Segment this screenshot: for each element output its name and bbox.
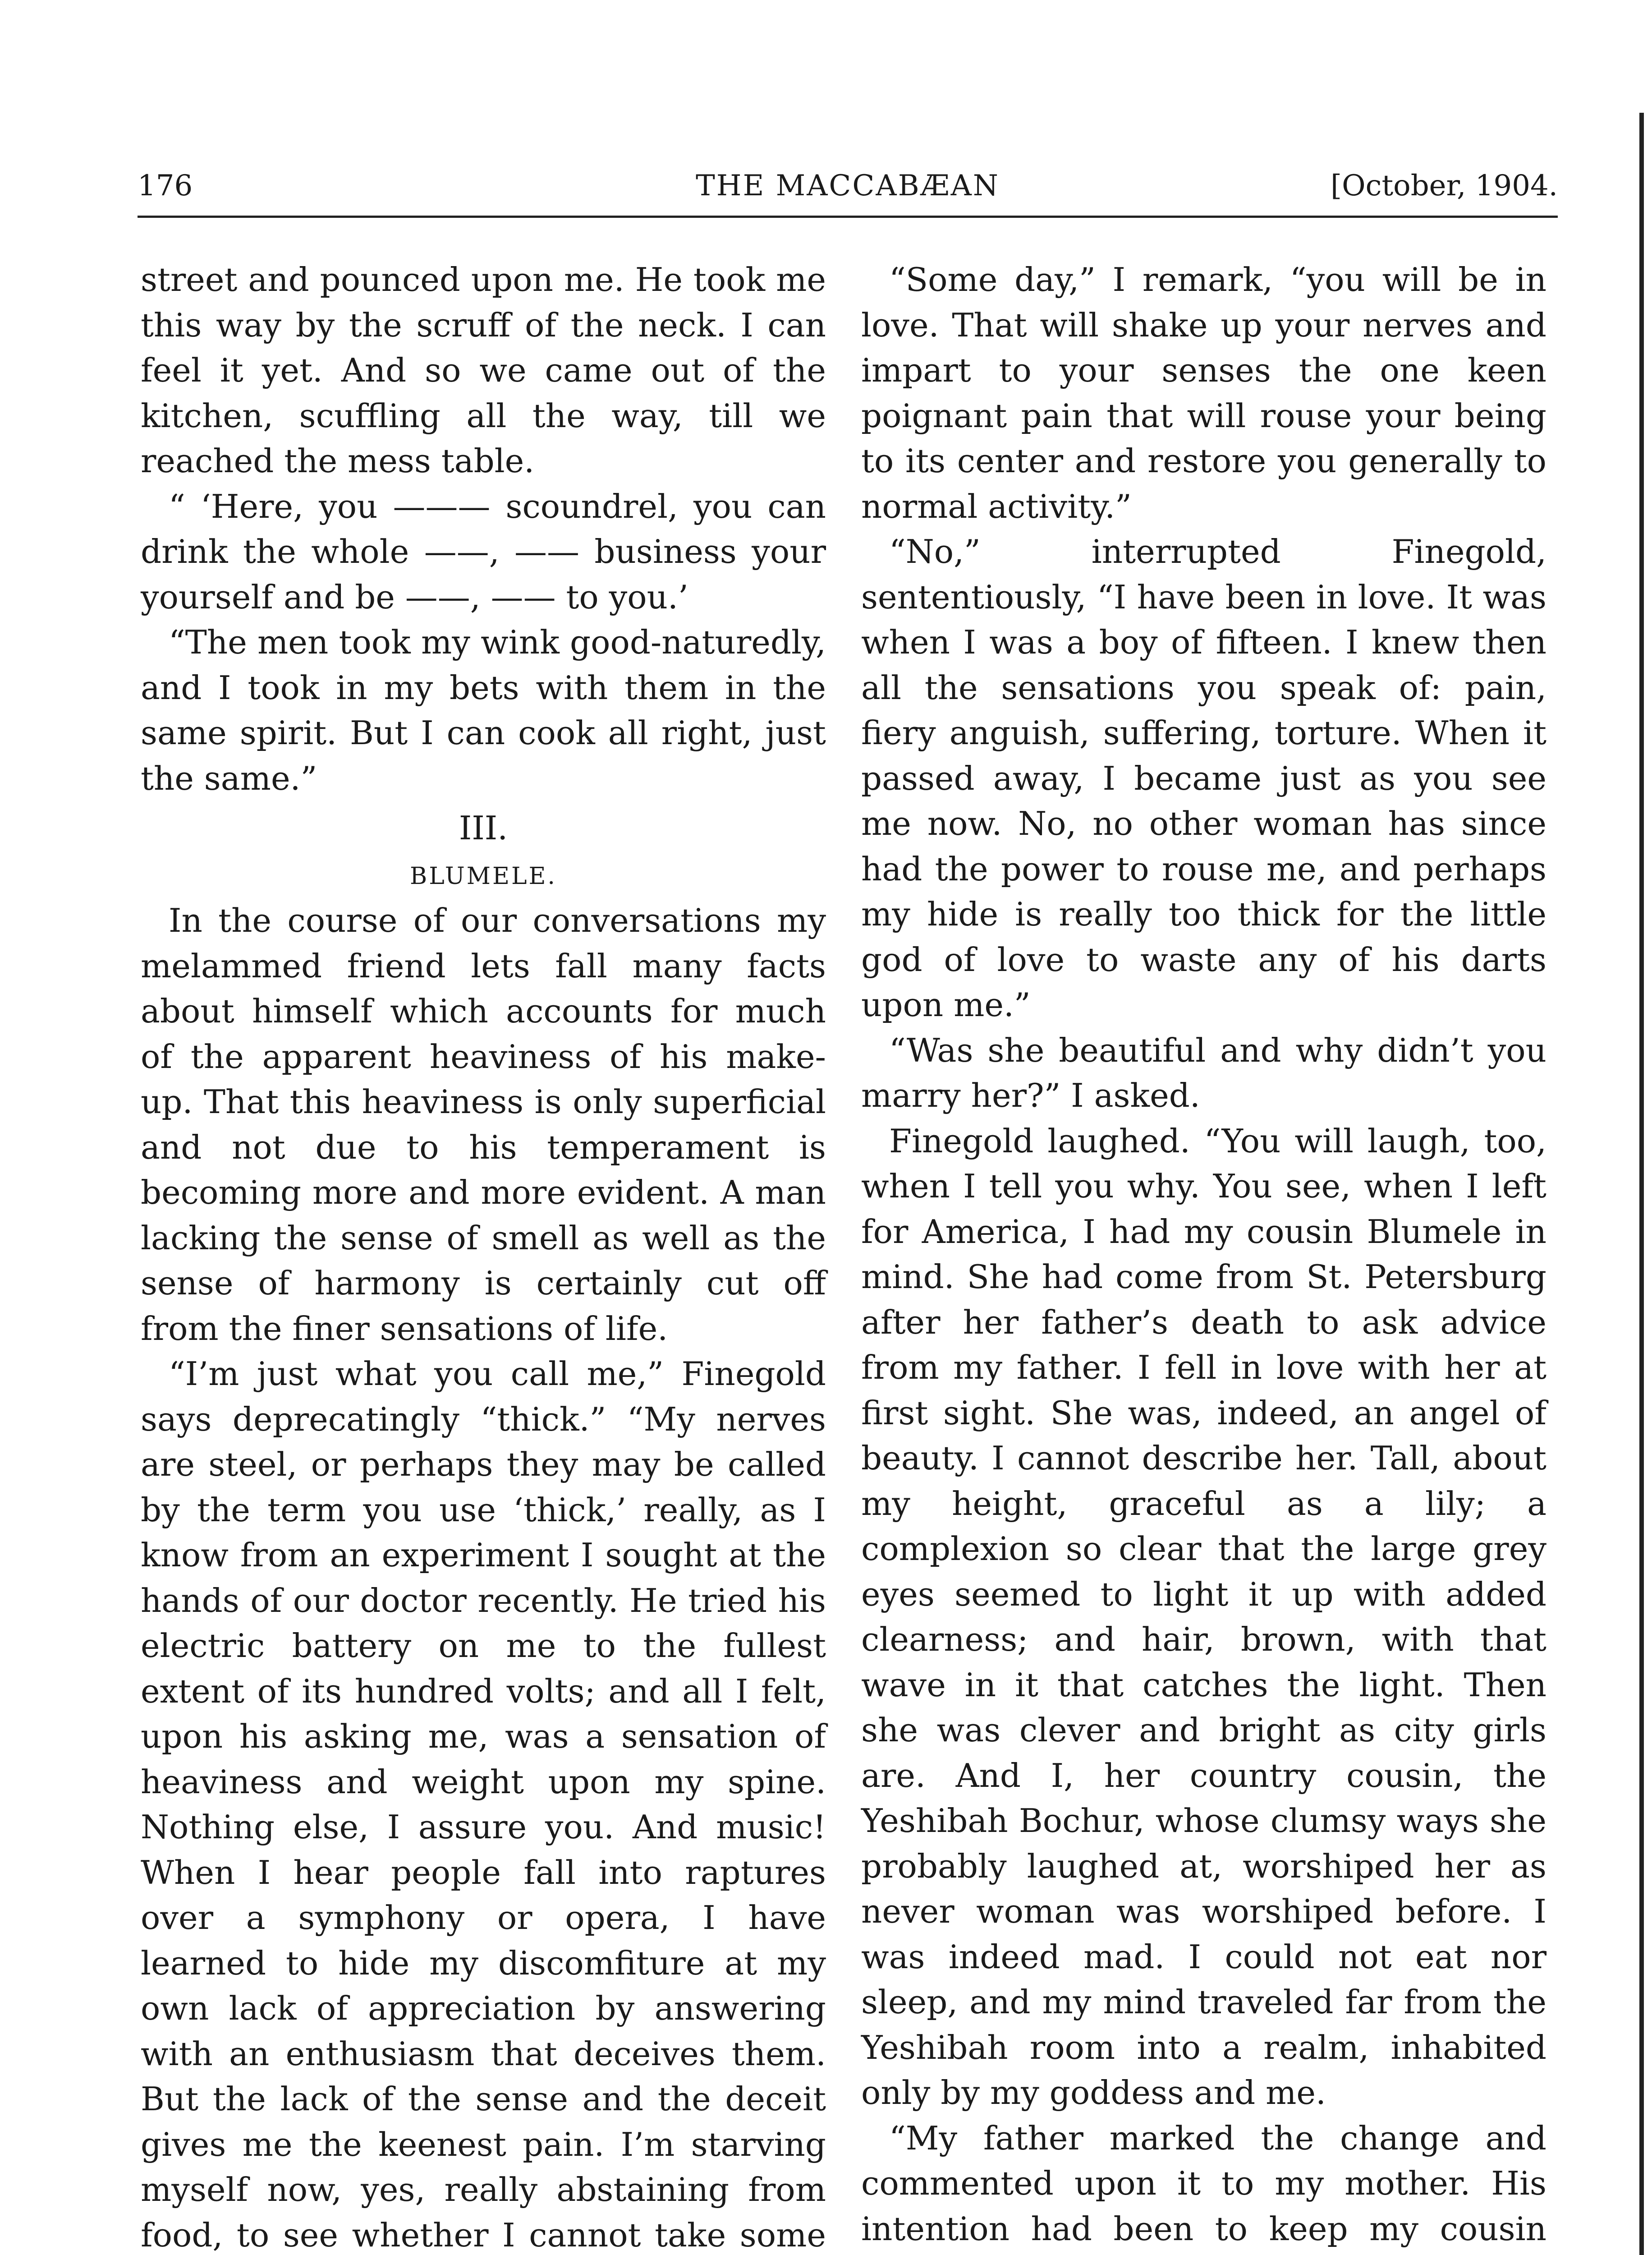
paragraph: street and pounced upon me. He took me this way by the scruff of the neck. I can feel it yet. And so we came out of the kitchen, scuffling all the way, till we reached the mess table. (141, 261, 826, 480)
header-rule (138, 216, 1558, 218)
paragraph: Finegold laughed. “You will laugh, too, when I tell you why. You see, when I left for America, I had my cousin Blumele in mind. She had come from St. Petersburg after her father’s death to ask advice from my father. I fell in love with her at first sight. She was, indeed, an angel of beauty. I cannot describe her. Tall, about my height, graceful as a lily; a complexion so clear that the large grey eyes seemed to light it up with added clearness; and hair, brown, with that wave in it that catches the light. Then she was clever and bright as city girls are. And I, her country cousin, the Yeshibah Bochur, whose clumsy ways she probably laughed at, worshiped her as never woman was worshiped before. I was indeed mad. I could not eat nor sleep, and my mind traveled far from the Yeshibah room into a realm, inhabited only by my goddess and me. (861, 1122, 1546, 2112)
page-number: 176 (138, 169, 193, 202)
paragraph: “I’m just what you call me,” Finegold says deprecatingly “thick.” “My nerves are steel, or perhaps they may be called by the term you use ‘thick,’ really, as I know from an experiment I sought at the hands of our doctor recently. He tried his electric battery on me to the fullest extent of its hundred volts; and all I felt, upon his asking me, was a sensation of heaviness and weight upon my spine. Nothing else, I assure you. And music! When I hear people fall into raptures over a symphony or opera, I have learned to hide my discomfiture at my own lack of appreciation by answering with an enthusiasm that deceives them. But the lack of the sense and the deceit gives me the keenest pain. I’m starving myself now, yes, really abstaining from food, to see whether I cannot take some (141, 1355, 826, 2254)
paragraph: “No,” interrupted Finegold, sententiously, “I have been in love. It was when I was a boy of fifteen. I knew then all the sensations you speak of: pain, fiery anguish, suffering, torture. When it passed away, I became just as you see me now. No, no other woman has since had the power to rouse me, and perhaps my hide is really too thick for the little god of love to waste any of his darts upon me.” (861, 533, 1546, 1024)
running-header (138, 169, 1558, 205)
issue-date: [October, 1904. (1331, 169, 1558, 202)
right-column (861, 257, 1546, 2255)
paragraph: “Was she beautiful and why didn’t you marry her?” I asked. (861, 1031, 1546, 1114)
paragraph: “Some day,” I remark, “you will be in love. That will shake up your nerves and impart to your senses the one keen poignant pain that will rouse your being to its center and restore you generally to normal activity.” (861, 261, 1546, 525)
page-edge-shadow (1639, 113, 1644, 2255)
journal-title: THE MACCABÆAN (696, 169, 1000, 202)
paragraph: “ ‘Here, you ——— scoundrel, you can drink the whole ——, —— business your yourself and be ——, —— to you.’ (141, 487, 826, 616)
paragraph: “The men took my wink good-naturedly, and I took in my bets with them in the same spirit. But I can cook all right, just the same.” (141, 623, 826, 797)
section-title: BLUMELE. (410, 863, 557, 890)
paragraph: In the course of our conversations my melammed friend lets fall many facts about himself which accounts for much of the apparent heaviness of his make-up. That this heaviness is only superficial and not due to his temperament is becoming more and more evident. A man lacking the sense of smell as well as the sense of harmony is certainly cut off from the finer sensations of life. (141, 902, 826, 1348)
left-column (141, 257, 826, 2255)
paragraph: “My father marked the change and commented upon it to my mother. His intention had been to keep my cousin (861, 2119, 1546, 2248)
section-number: III. (459, 809, 508, 847)
